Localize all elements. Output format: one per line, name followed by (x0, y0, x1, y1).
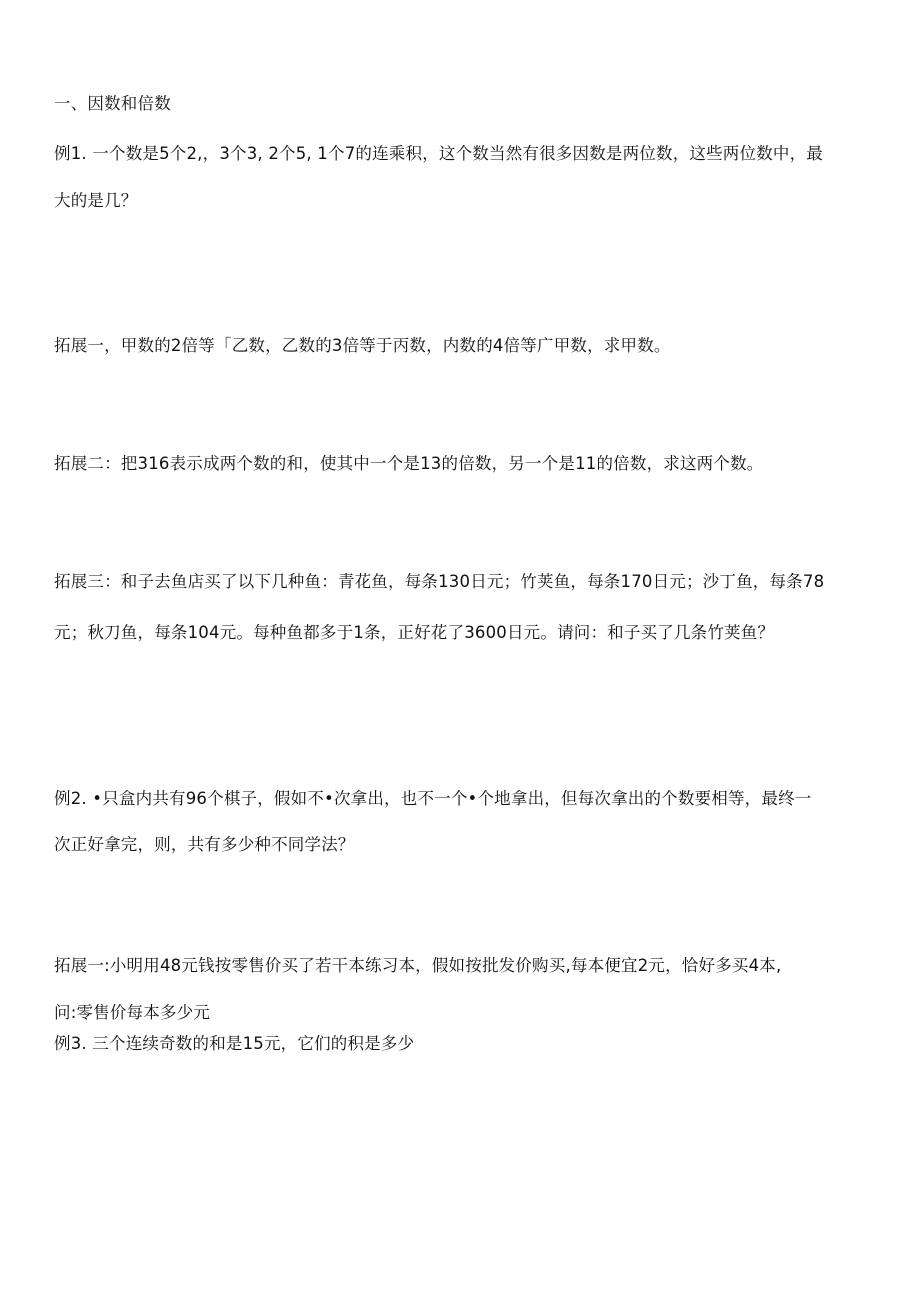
section-title: 一、因数和倍数 (54, 94, 171, 113)
extension-4-line-2: 问:零售价每本多少元 (54, 1003, 211, 1022)
extension-3-line-2: 元；秋刀鱼，每条104元。每种鱼都多于1条，正好花了3600日元。请问：和子买了几条竹荚鱼？ (54, 623, 775, 642)
extension-4-line-1: 拓展一:小明用48元钱按零售价买了若干本练习本，假如按批发价购买,每本便宜2元，恰好多买4本, (54, 956, 782, 975)
example-3: 例3. 三个连续奇数的和是15元，它们的积是多少 (54, 1034, 415, 1053)
extension-1: 拓展一，甲数的2倍等「乙数，乙数的3倍等于丙数，内数的4倍等广甲数，求甲数。 (54, 336, 671, 355)
extension-2: 拓展二：把316表示成两个数的和，使其中一个是13的倍数，另一个是11的倍数，求这两个数。 (54, 454, 764, 473)
example-1-line-2: 大的是几？ (54, 191, 138, 210)
example-1-line-1: 例1. 一个数是5个2,，3个3, 2个5, 1个7的连乘积，这个数当然有很多因数是两位数，这些两位数中，最 (54, 144, 823, 163)
extension-3-line-1: 拓展三：和子去鱼店买了以下几种鱼：青花鱼，每条130日元；竹荚鱼，每条170日元；沙丁鱼，每条78 (54, 572, 825, 591)
example-2-line-2: 次正好拿完，则，共有多少种不同学法？ (54, 835, 355, 854)
example-2-line-1: 例2. •只盒内共有96个棋子，假如不•次拿出，也不一个•个地拿出，但每次拿出的个数要相等，最终一 (54, 789, 812, 808)
